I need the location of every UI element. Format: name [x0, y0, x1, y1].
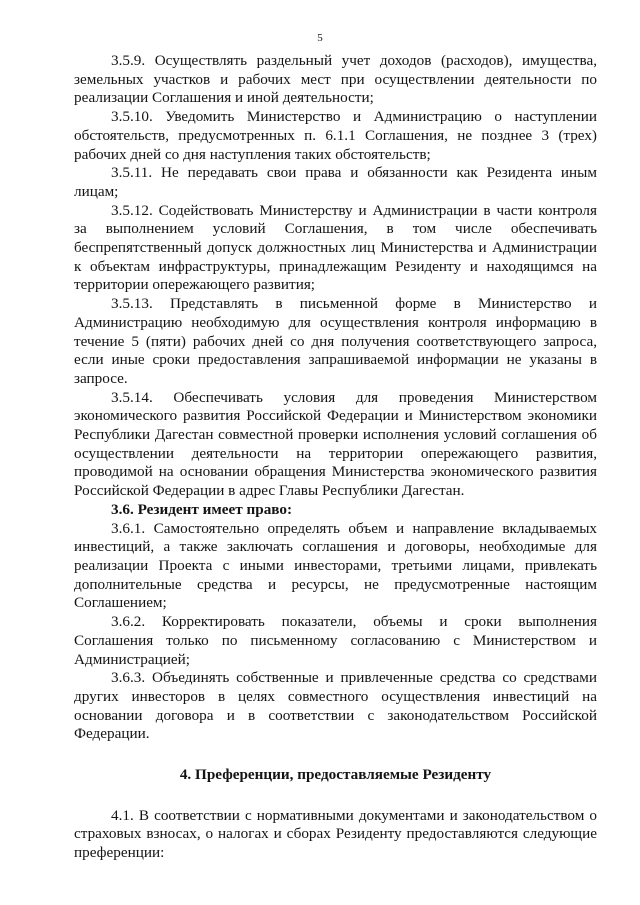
- page-number: 5: [317, 32, 323, 44]
- clause-3-6-2: 3.6.2. Корректировать показатели, объемы и сроки выполнения Соглашения только по письменному согласованию с Министерством и Администрацией;: [74, 613, 597, 668]
- clause-3-6-1: 3.6.1. Самостоятельно определять объем и направление вкладываемых инвестиций, а также заключать соглашения и договоры, необходимые для реализации Проекта с иными инвесторами, третьими лицами, привлекать дополнительные средства и ресурсы, не предусмотренные настоящим Соглашением;: [74, 519, 597, 612]
- spacer: [74, 785, 597, 807]
- document-body: [74, 52, 597, 863]
- spacer: [74, 744, 597, 766]
- clause-3-5-12: 3.5.12. Содействовать Министерству и Администрации в части контроля за выполнением условий Соглашения, в том числе обеспечивать беспрепятственный допуск должностных лиц Министерства и Администрации к объектам инфраструктуры, принадлежащим Резиденту и находящимся на территории опережающего развития;: [74, 201, 597, 294]
- clause-3-6-3: 3.6.3. Объединять собственные и привлеченные средства со средствами других инвесторов в целях совместного осуществления инвестиций на основании договора и в соответствии с законодательством Российской Федерации.: [74, 669, 597, 743]
- clause-3-5-14: 3.5.14. Обеспечивать условия для проведения Министерством экономического развития Российской Федерации и Министерством экономики Республики Дагестан совместной проверки исполнения условий соглашения об осуществлении деятельности на территории опережающего развития, проводимой на основании обращения Министерства экономического развития Российской Федерации в адрес Главы Республики Дагестан.: [74, 388, 597, 500]
- section-heading: 4. Преференции, предоставляемые Резиденту: [179, 766, 492, 784]
- clause-3-5-10: 3.5.10. Уведомить Министерство и Администрацию о наступлении обстоятельств, предусмотренных п. 6.1.1 Соглашения, не позднее 3 (трех) рабочих дней со дня наступления таких обстоятельств;: [74, 108, 597, 163]
- clause-3-6-heading: 3.6. Резидент имеет право:: [111, 500, 293, 518]
- clause-3-5-11: 3.5.11. Не передавать свои права и обязанности как Резидента иным лицам;: [74, 164, 597, 200]
- clause-3-5-9: 3.5.9. Осуществлять раздельный учет доходов (расходов), имущества, земельных участков и рабочих мест при осуществлении деятельности по реализации Соглашения и иной деятельности;: [74, 52, 597, 107]
- clause-4-1: 4.1. В соответствии с нормативными документами и законодательством о страховых взносах, о налогах и сборах Резиденту предоставляются следующие преференции:: [74, 806, 597, 862]
- clause-3-5-13: 3.5.13. Представлять в письменной форме в Министерство и Администрацию необходимую для осуществления контроля информацию в течение 5 (пяти) рабочих дней со дня получения соответствующего запроса, если иные сроки предоставления запрашиваемой информации не указаны в запросе.: [74, 295, 597, 387]
